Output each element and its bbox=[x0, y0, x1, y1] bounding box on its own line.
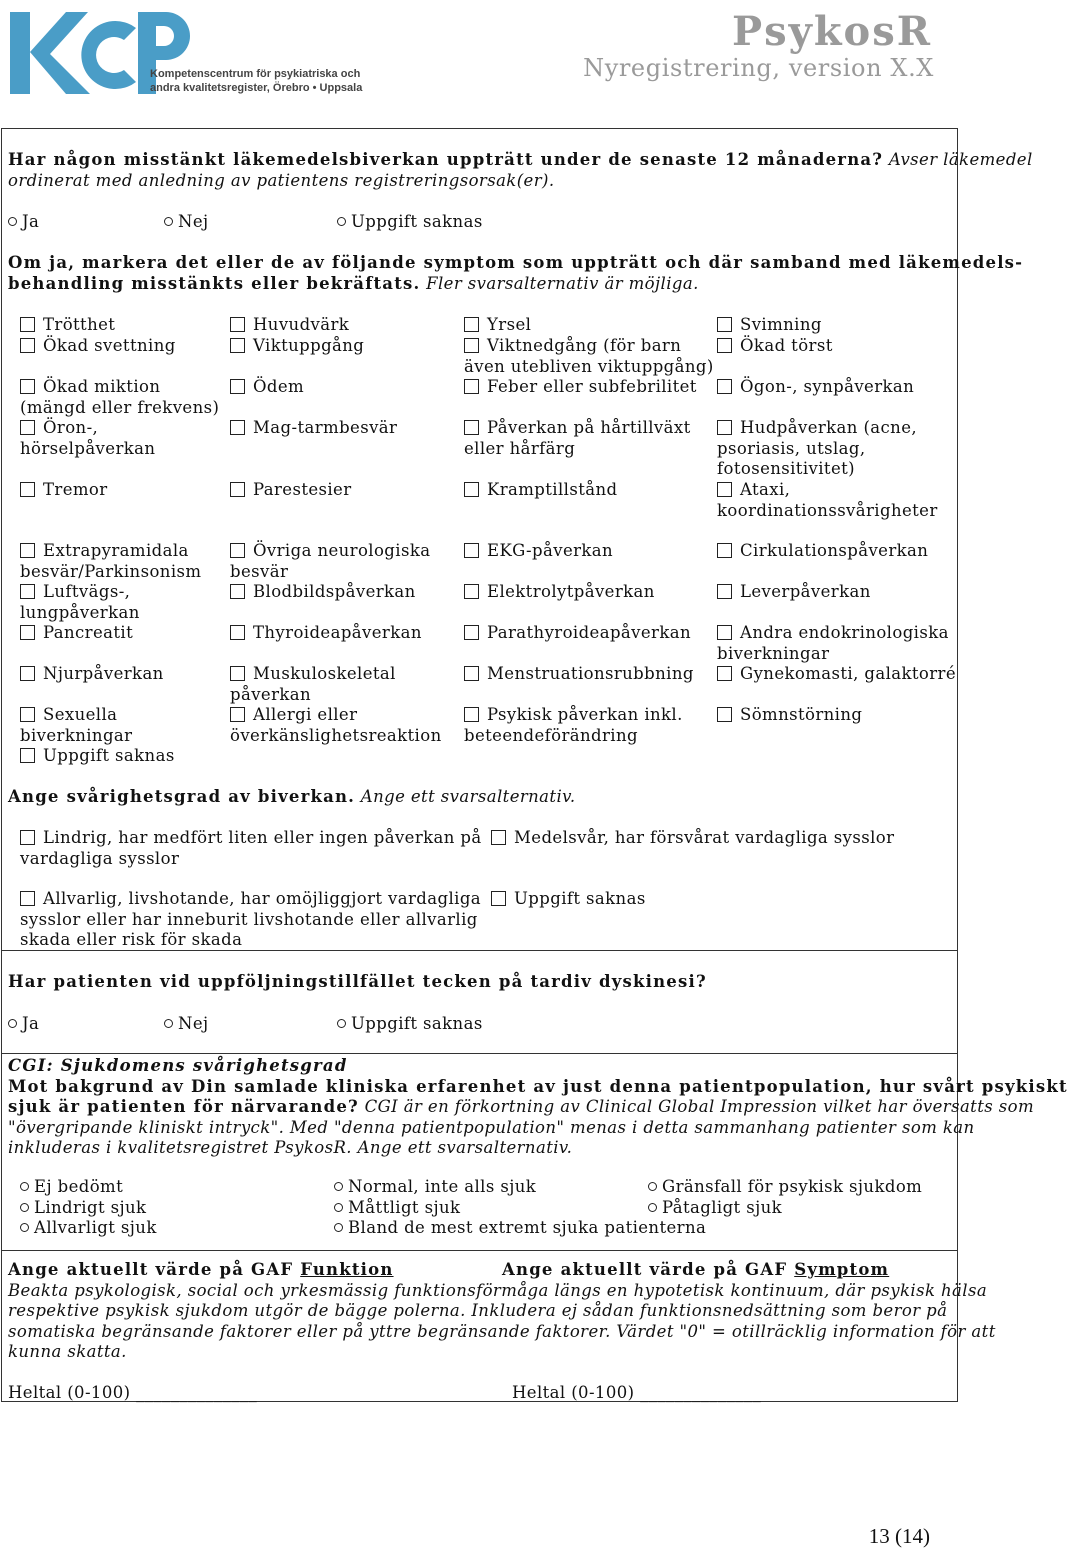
gaf-desc-1: Beakta psykologisk, social och yrkesmässig funktionsförmåga längs en hypotetisk kontinuum, där psykisk hälsa bbox=[8, 1281, 988, 1300]
gaf-funktion-label: Ange aktuellt värde på GAF Funktion bbox=[8, 1260, 394, 1279]
symptom-ögon-synpåverkan[interactable]: Ögon-, synpåverkan bbox=[717, 377, 914, 398]
symptom-ödem[interactable]: Ödem bbox=[230, 377, 304, 398]
cgi-option-mattligt[interactable]: Måttligt sjuk bbox=[334, 1198, 460, 1219]
symptom-feber-eller-subfebrilitet[interactable]: Feber eller subfebrilitet bbox=[464, 377, 697, 398]
radio-icon[interactable] bbox=[337, 1019, 346, 1028]
severity-option-uppgift-saknas[interactable]: Uppgift saknas bbox=[491, 889, 646, 910]
checkbox-icon[interactable] bbox=[717, 584, 732, 599]
checkbox-icon[interactable] bbox=[230, 666, 245, 681]
symptom-huvudvärk[interactable]: Huvudvärk bbox=[230, 315, 349, 336]
checkbox-icon[interactable] bbox=[20, 338, 35, 353]
symptom-sömnstörning[interactable]: Sömnstörning bbox=[717, 705, 862, 726]
symptom-viktuppgång[interactable]: Viktuppgång bbox=[230, 336, 364, 357]
kcp-logo bbox=[8, 6, 363, 98]
radio-icon[interactable] bbox=[8, 1019, 17, 1028]
severity-option-allvarlig[interactable]: Allvarlig, livshotande, har omöjliggjort vardagliga sysslor eller har inneburit livshotande eller allvarlig skada eller risk för skada bbox=[20, 889, 482, 949]
symptom-pancreatit[interactable]: Pancreatit bbox=[20, 623, 133, 644]
radio-icon[interactable] bbox=[334, 1182, 343, 1191]
q1-option-uppgift-saknas[interactable]: Uppgift saknas bbox=[337, 212, 483, 233]
symptom-yrsel[interactable]: Yrsel bbox=[464, 315, 531, 336]
checkbox-icon[interactable] bbox=[230, 482, 245, 497]
symptom-leverpåverkan[interactable]: Leverpåverkan bbox=[717, 582, 871, 603]
symptom-svimning[interactable]: Svimning bbox=[717, 315, 822, 336]
checkbox-icon[interactable] bbox=[464, 543, 479, 558]
q4-option-uppgift-saknas[interactable]: Uppgift saknas bbox=[337, 1014, 483, 1035]
symptom-trötthet[interactable]: Trötthet bbox=[20, 315, 115, 336]
q1-question-italic-2: ordinerat med anledning av patientens registreringsorsak(er). bbox=[8, 171, 555, 190]
checkbox-icon[interactable] bbox=[230, 584, 245, 599]
checkbox-icon[interactable] bbox=[230, 707, 245, 722]
checkbox-icon[interactable] bbox=[20, 666, 35, 681]
cgi-heading: CGI: Sjukdomens svårighetsgrad bbox=[8, 1056, 348, 1075]
radio-icon[interactable] bbox=[164, 217, 173, 226]
org-name-line2: andra kvalitetsregister, Örebro • Uppsala bbox=[150, 82, 363, 94]
symptom-hudpåverkan-acne[interactable]: Hudpåverkan (acne, psoriasis, utslag, fotosensitivitet) bbox=[717, 418, 918, 478]
q1-option-ja[interactable]: Ja bbox=[8, 212, 39, 233]
cgi-line4: inkluderas i kvalitetsregistret PsykosR. Ange ett svarsalternativ. bbox=[8, 1138, 573, 1157]
checkbox-icon[interactable] bbox=[491, 891, 506, 906]
symptom-blodbildspåverkan[interactable]: Blodbildspåverkan bbox=[230, 582, 416, 603]
radio-icon[interactable] bbox=[164, 1019, 173, 1028]
radio-icon[interactable] bbox=[337, 217, 346, 226]
gaf-desc-4: kunna skatta. bbox=[8, 1342, 127, 1361]
radio-icon[interactable] bbox=[334, 1223, 343, 1232]
radio-icon[interactable] bbox=[648, 1182, 657, 1191]
symptom-luftvägs[interactable]: Luftvägs-, lungpåverkan bbox=[20, 582, 140, 622]
gaf-funktion-field[interactable]: Heltal (0-100) ______________ bbox=[8, 1383, 258, 1402]
symptom-uppgift-saknas[interactable]: Uppgift saknas bbox=[20, 746, 175, 767]
symptom-ökad-törst[interactable]: Ökad törst bbox=[717, 336, 833, 357]
q4-question: Har patienten vid uppföljningstillfället tecken på tardiv dyskinesi? bbox=[8, 972, 707, 991]
symptom-parestesier[interactable]: Parestesier bbox=[230, 480, 352, 501]
checkbox-icon[interactable] bbox=[464, 338, 479, 353]
symptom-ökad-svettning[interactable]: Ökad svettning bbox=[20, 336, 176, 357]
checkbox-icon[interactable] bbox=[464, 625, 479, 640]
checkbox-icon[interactable] bbox=[491, 830, 506, 845]
checkbox-icon[interactable] bbox=[717, 317, 732, 332]
checkbox-icon[interactable] bbox=[20, 625, 35, 640]
checkbox-icon[interactable] bbox=[464, 317, 479, 332]
checkbox-icon[interactable] bbox=[717, 543, 732, 558]
form-subtitle: Nyregistrering, version X.X bbox=[583, 54, 934, 82]
symptom-menstruationsrubbning[interactable]: Menstruationsrubbning bbox=[464, 664, 694, 685]
cgi-option-lindrigt[interactable]: Lindrigt sjuk bbox=[20, 1198, 146, 1219]
gaf-desc-2: respektive psykisk sjukdom utgör de bägge polerna. Inkludera ej sådan funktionsnedsättning som beror på bbox=[8, 1301, 948, 1320]
symptom-extrapyramidala[interactable]: Extrapyramidala besvär/Parkinsonism bbox=[20, 541, 202, 581]
checkbox-icon[interactable] bbox=[20, 379, 35, 394]
checkbox-icon[interactable] bbox=[717, 379, 732, 394]
q4-option-nej[interactable]: Nej bbox=[164, 1014, 209, 1035]
checkbox-icon[interactable] bbox=[464, 666, 479, 681]
checkbox-icon[interactable] bbox=[230, 420, 245, 435]
q1-question bbox=[8, 150, 1033, 171]
symptom-öron[interactable]: Öron-, hörselpåverkan bbox=[20, 418, 156, 458]
symptom-njurpåverkan[interactable]: Njurpåverkan bbox=[20, 664, 164, 685]
cgi-line1: Mot bakgrund av Din samlade kliniska erfarenhet av just denna patientpopulation, hur svårt psykiskt bbox=[8, 1077, 1068, 1096]
q2-question-line1: Om ja, markera det eller de av följande symptom som uppträtt och där samband med läkemedels- bbox=[8, 253, 1024, 272]
cgi-option-ej-bedomt[interactable]: Ej bedömt bbox=[20, 1177, 123, 1198]
checkbox-icon[interactable] bbox=[717, 707, 732, 722]
severity-option-lindrig[interactable]: Lindrig, har medfört liten eller ingen påverkan på vardagliga sysslor bbox=[20, 828, 482, 868]
symptom-parathyroideapåverkan[interactable]: Parathyroideapåverkan bbox=[464, 623, 691, 644]
checkbox-icon[interactable] bbox=[20, 543, 35, 558]
checkbox-icon[interactable] bbox=[20, 584, 35, 599]
symptom-övriga-neurologiska[interactable]: Övriga neurologiska besvär bbox=[230, 541, 431, 581]
checkbox-icon[interactable] bbox=[20, 891, 35, 906]
cgi-option-extremt-sjuka[interactable]: Bland de mest extremt sjuka patienterna bbox=[334, 1218, 706, 1239]
cgi-option-patagligt[interactable]: Påtagligt sjuk bbox=[648, 1198, 782, 1219]
radio-icon[interactable] bbox=[20, 1203, 29, 1212]
checkbox-icon[interactable] bbox=[464, 482, 479, 497]
radio-icon[interactable] bbox=[334, 1203, 343, 1212]
symptom-ekg-påverkan[interactable]: EKG-påverkan bbox=[464, 541, 613, 562]
symptom-ataxi[interactable]: Ataxi, koordinationssvårigheter bbox=[717, 480, 938, 520]
checkbox-icon[interactable] bbox=[20, 482, 35, 497]
radio-icon[interactable] bbox=[20, 1223, 29, 1232]
checkbox-icon[interactable] bbox=[717, 666, 732, 681]
checkbox-icon[interactable] bbox=[717, 420, 732, 435]
checkbox-icon[interactable] bbox=[230, 543, 245, 558]
divider-3 bbox=[2, 1250, 958, 1251]
checkbox-icon[interactable] bbox=[464, 707, 479, 722]
symptom-allergi-eller[interactable]: Allergi eller överkänslighetsreaktion bbox=[230, 705, 442, 745]
cgi-line3: "övergripande kliniskt intryck". Med "denna patientpopulation" menas i detta sammanhang patienter som kan bbox=[8, 1118, 975, 1137]
checkbox-icon[interactable] bbox=[20, 830, 35, 845]
checkbox-icon[interactable] bbox=[230, 379, 245, 394]
checkbox-icon[interactable] bbox=[464, 379, 479, 394]
checkbox-icon[interactable] bbox=[717, 338, 732, 353]
divider-2 bbox=[2, 1053, 958, 1054]
checkbox-icon[interactable] bbox=[20, 707, 35, 722]
q1-question-bold: Har någon misstänkt läkemedelsbiverkan uppträtt under de senaste 12 månaderna? bbox=[8, 150, 884, 169]
q3-question: Ange svårighetsgrad av biverkan. Ange ett svarsalternativ. bbox=[8, 787, 576, 806]
checkbox-icon[interactable] bbox=[20, 317, 35, 332]
symptom-thyroideapåverkan[interactable]: Thyroideapåverkan bbox=[230, 623, 422, 644]
symptom-cirkulationspåverkan[interactable]: Cirkulationspåverkan bbox=[717, 541, 928, 562]
cgi-option-gransfall[interactable]: Gränsfall för psykisk sjukdom bbox=[648, 1177, 922, 1198]
symptom-elektrolytpåverkan[interactable]: Elektrolytpåverkan bbox=[464, 582, 655, 603]
gaf-symptom-label: Ange aktuellt värde på GAF Symptom bbox=[502, 1260, 890, 1279]
radio-icon[interactable] bbox=[20, 1182, 29, 1191]
symptom-viktnedgång-för-barn[interactable]: Viktnedgång (för barn även utebliven viktuppgång) bbox=[464, 336, 714, 376]
org-name-line1: Kompetenscentrum för psykiatriska och bbox=[150, 68, 361, 80]
symptom-ökad-miktion[interactable]: Ökad miktion (mängd eller frekvens) bbox=[20, 377, 220, 417]
gaf-symptom-field[interactable]: Heltal (0-100) ______________ bbox=[512, 1383, 762, 1402]
symptom-andra-endokrinologiska[interactable]: Andra endokrinologiska biverkningar bbox=[717, 623, 949, 663]
q1-question-italic-1: Avser läkemedel bbox=[888, 150, 1033, 169]
cgi-option-allvarligt[interactable]: Allvarligt sjuk bbox=[20, 1218, 157, 1239]
checkbox-icon[interactable] bbox=[717, 482, 732, 497]
registry-title: PsykosR bbox=[732, 8, 932, 55]
checkbox-icon[interactable] bbox=[230, 338, 245, 353]
cgi-line2: sjuk är patienten för närvarande? CGI är en förkortning av Clinical Global Impression vilket har översatts som bbox=[8, 1097, 1035, 1116]
symptom-gynekomasti-galaktorr[interactable]: Gynekomasti, galaktorré bbox=[717, 664, 956, 685]
q4-option-ja[interactable]: Ja bbox=[8, 1014, 39, 1035]
checkbox-icon[interactable] bbox=[230, 317, 245, 332]
checkbox-icon[interactable] bbox=[464, 420, 479, 435]
symptom-kramptillstånd[interactable]: Kramptillstånd bbox=[464, 480, 617, 501]
cgi-option-normal[interactable]: Normal, inte alls sjuk bbox=[334, 1177, 536, 1198]
radio-icon[interactable] bbox=[648, 1203, 657, 1212]
checkbox-icon[interactable] bbox=[464, 584, 479, 599]
severity-option-medelsvar[interactable]: Medelsvår, har försvårat vardagliga sysslor bbox=[491, 828, 894, 849]
symptom-mag-tarmbesvär[interactable]: Mag-tarmbesvär bbox=[230, 418, 397, 439]
symptom-påverkan-på-hårtillväxt[interactable]: Påverkan på hårtillväxt eller hårfärg bbox=[464, 418, 691, 458]
page-number: 13 (14) bbox=[868, 1524, 930, 1548]
symptom-psykisk-påverkan-inkl[interactable]: Psykisk påverkan inkl. beteendeförändring bbox=[464, 705, 683, 745]
checkbox-icon[interactable] bbox=[20, 420, 35, 435]
checkbox-icon[interactable] bbox=[717, 625, 732, 640]
symptom-tremor[interactable]: Tremor bbox=[20, 480, 108, 501]
q2-question-line2: behandling misstänkts eller bekräftats. Fler svarsalternativ är möjliga. bbox=[8, 274, 699, 293]
radio-icon[interactable] bbox=[8, 217, 17, 226]
checkbox-icon[interactable] bbox=[230, 625, 245, 640]
symptom-sexuella[interactable]: Sexuella biverkningar bbox=[20, 705, 133, 745]
gaf-desc-3: somatiska begränsande faktorer eller på yttre begränsande faktorer. Värdet "0" = otillräcklig information för att bbox=[8, 1322, 996, 1341]
checkbox-icon[interactable] bbox=[20, 748, 35, 763]
q1-option-nej[interactable]: Nej bbox=[164, 212, 209, 233]
symptom-muskuloskeletal[interactable]: Muskuloskeletal påverkan bbox=[230, 664, 396, 704]
